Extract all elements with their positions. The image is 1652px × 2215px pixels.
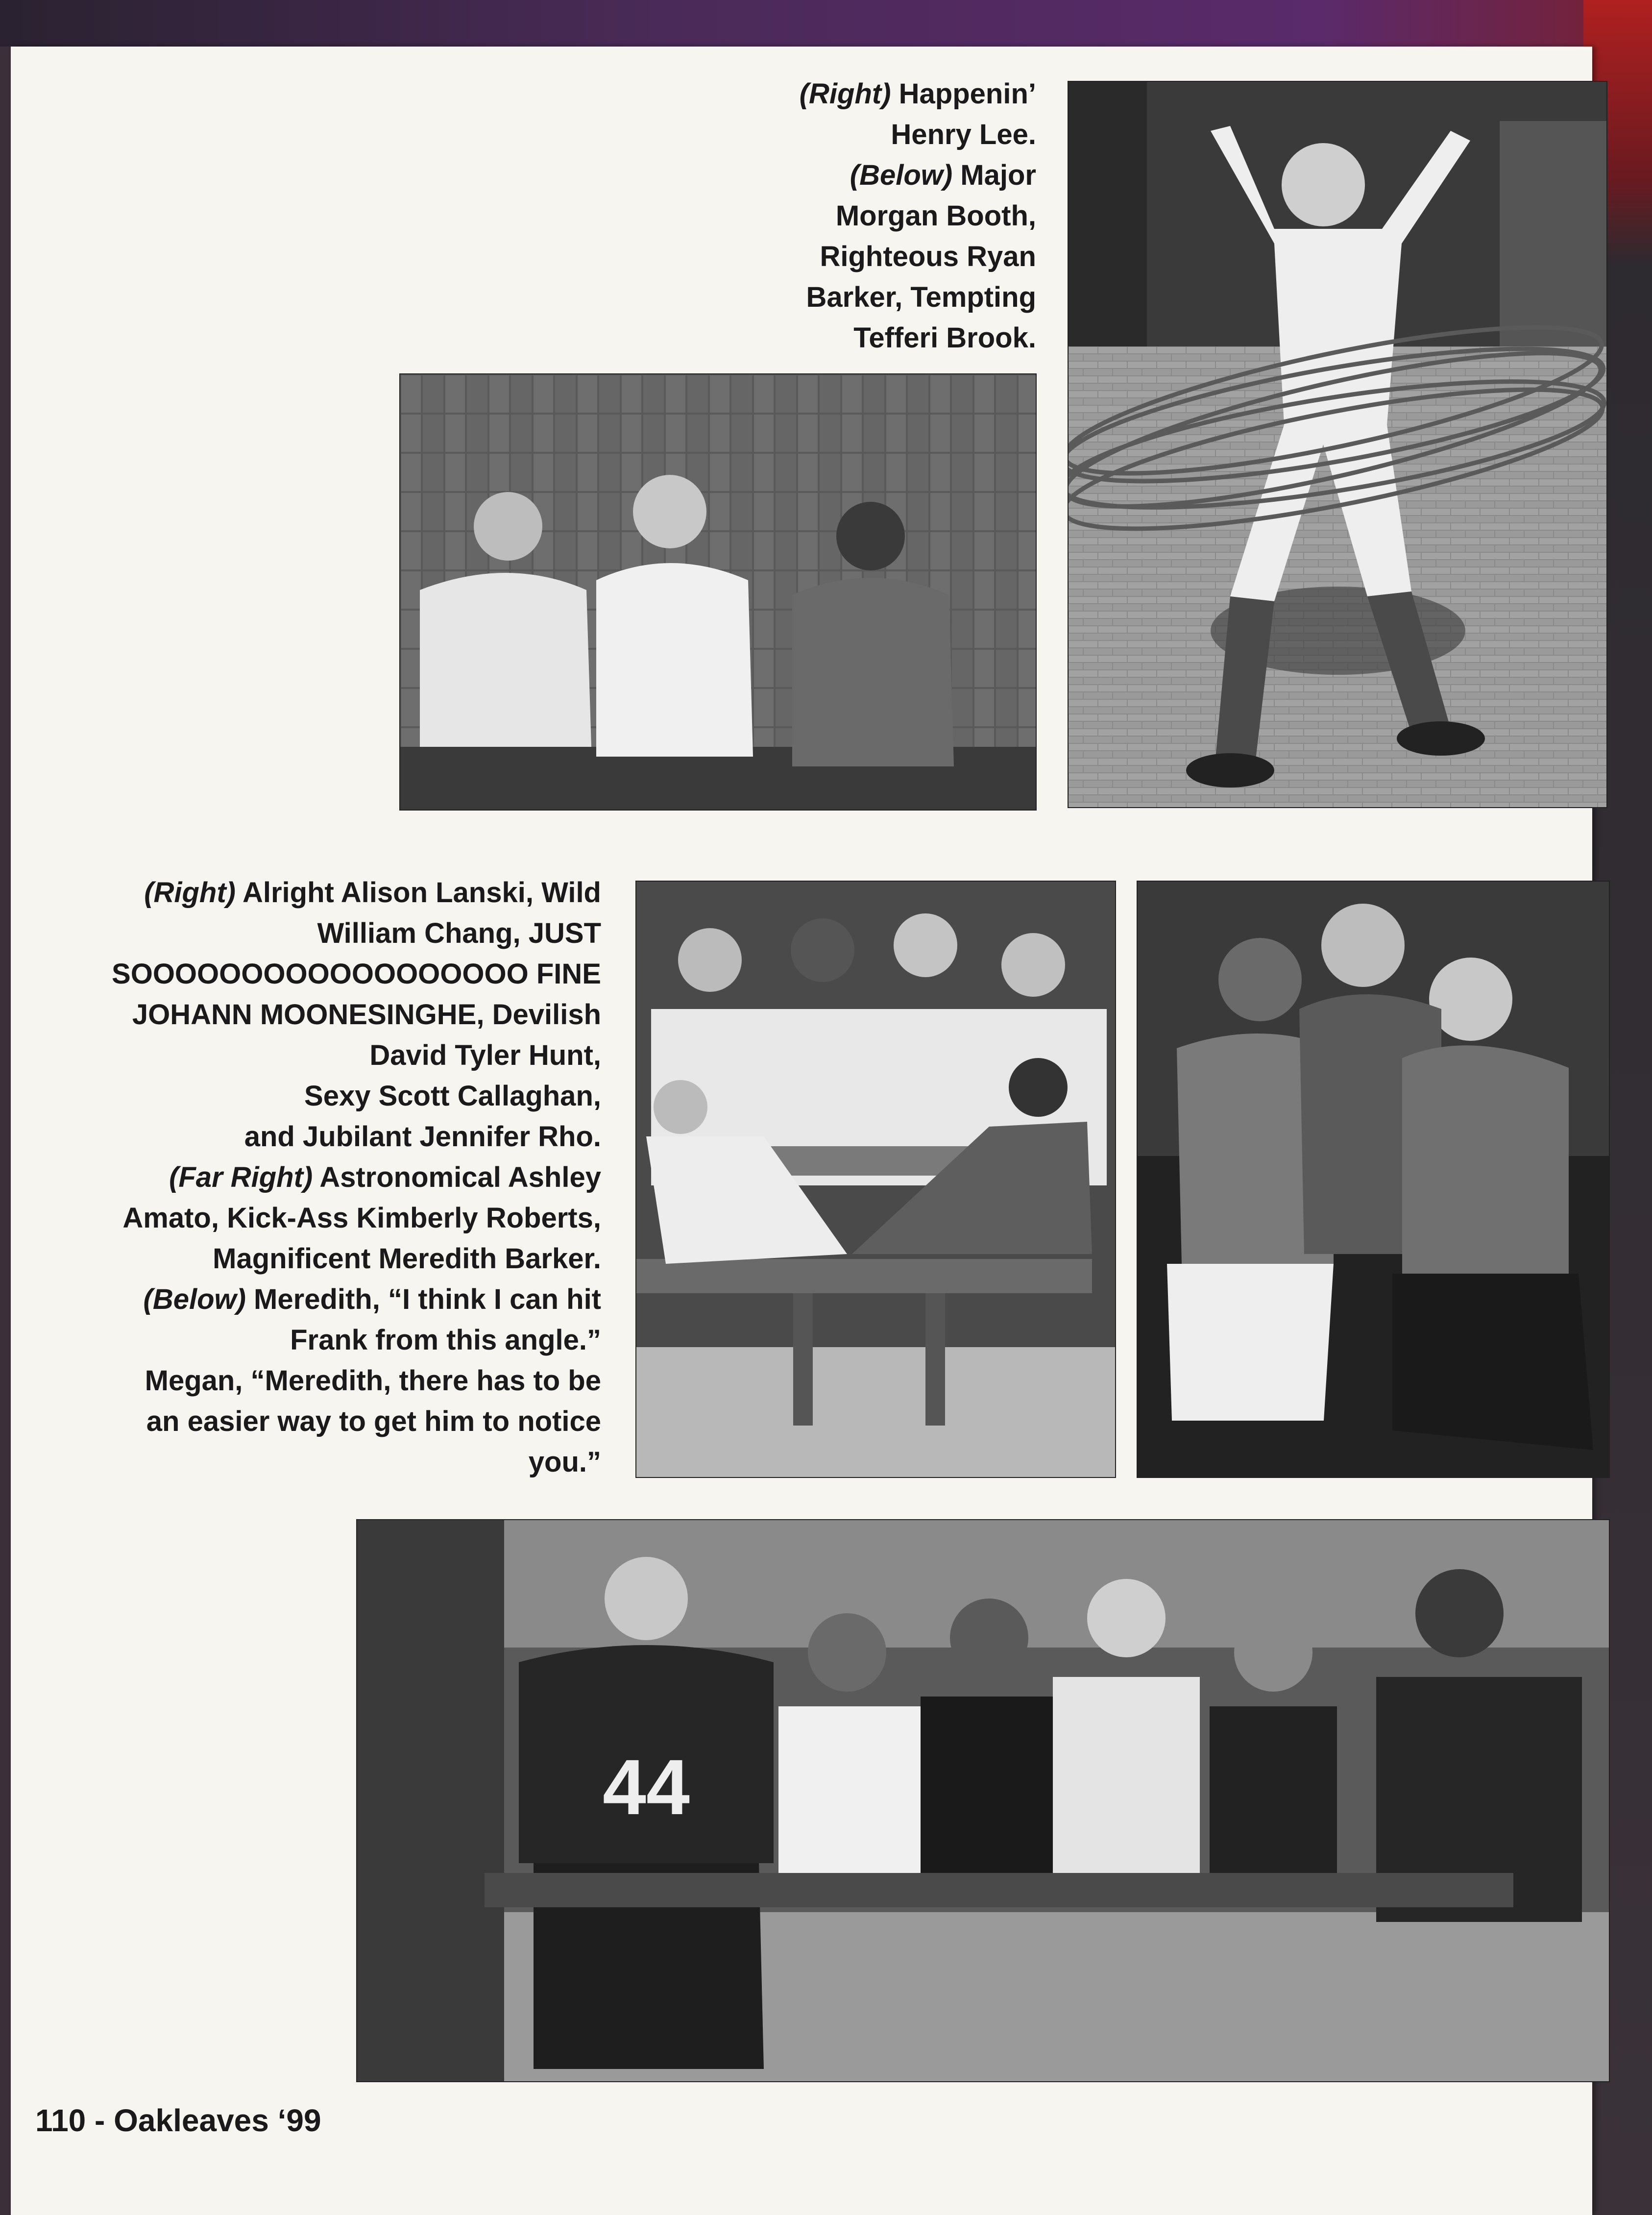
caption-text: JOHANN MOONESINGHE, Devilish [132, 999, 601, 1031]
yearbook-page [11, 47, 1592, 2215]
jersey-number: 44 [603, 1743, 690, 1831]
caption-line [693, 318, 1036, 358]
caption-line [23, 1116, 601, 1157]
caption-line [693, 74, 1036, 114]
caption-text: Alright Alison Lanski, Wild [236, 877, 601, 909]
caption-lead: (Far Right) [169, 1161, 313, 1193]
caption-line [23, 954, 601, 994]
caption-line [23, 1320, 601, 1360]
page-folio: 110 - Oakleaves ‘99 [35, 2103, 321, 2138]
caption-line [693, 196, 1036, 236]
caption-lead: (Below) [850, 159, 953, 191]
caption-line [23, 994, 601, 1035]
caption-text: Amato, Kick-Ass Kimberly Roberts, [122, 1202, 601, 1234]
caption-line [23, 1157, 601, 1198]
scan-edge-top [0, 0, 1652, 47]
caption-line [23, 1198, 601, 1238]
caption-lead: (Right) [144, 877, 236, 909]
caption-text: Tefferi Brook. [853, 322, 1036, 354]
caption-text: Magnificent Meredith Barker. [213, 1243, 601, 1275]
caption-text: Frank from this angle.” [290, 1324, 601, 1356]
caption-text: Happenin’ [891, 78, 1036, 110]
caption-line [693, 236, 1036, 277]
caption-text: Megan, “Meredith, there has to be [145, 1365, 601, 1397]
caption-line [23, 1360, 601, 1401]
caption-line [693, 114, 1036, 155]
caption-line [693, 277, 1036, 318]
caption-line [23, 1442, 601, 1482]
caption-line [23, 1279, 601, 1320]
caption-text: Sexy Scott Callaghan, [304, 1080, 601, 1112]
caption-lead: (Right) [799, 78, 891, 110]
photo-group-bench [635, 881, 1116, 1478]
caption-text: William Chang, JUST [317, 917, 601, 949]
caption-text: an easier way to get him to notice [146, 1405, 601, 1437]
caption-text: Morgan Booth, [835, 200, 1036, 232]
caption-text: David Tyler Hunt, [369, 1039, 601, 1071]
caption-line [23, 872, 601, 913]
caption-lead: (Below) [143, 1283, 246, 1315]
photo-hula-hoop [1068, 81, 1607, 808]
caption-text: SOOOOOOOOOOOOOOOOOO FINE [112, 958, 601, 990]
caption-text: Righteous Ryan [820, 241, 1036, 272]
caption-line [23, 913, 601, 954]
caption-line [23, 1238, 601, 1279]
caption-line [23, 1401, 601, 1442]
caption-text: Henry Lee. [891, 119, 1036, 150]
caption-line [23, 1076, 601, 1116]
photo-three-boys [399, 373, 1037, 811]
photo-three-girls [1137, 881, 1610, 1478]
caption-text: Major [952, 159, 1036, 191]
caption-text: you.” [528, 1446, 601, 1478]
caption-text: and Jubilant Jennifer Rho. [244, 1121, 601, 1153]
caption-top [693, 74, 1036, 358]
caption-text: Barker, Tempting [806, 281, 1036, 313]
caption-line [693, 155, 1036, 196]
caption-line [23, 1035, 601, 1076]
caption-text: Astronomical Ashley [313, 1161, 601, 1193]
photo-crowd-bottom [356, 1519, 1610, 2082]
caption-middle [23, 872, 601, 1482]
caption-text: Meredith, “I think I can hit [245, 1283, 601, 1315]
